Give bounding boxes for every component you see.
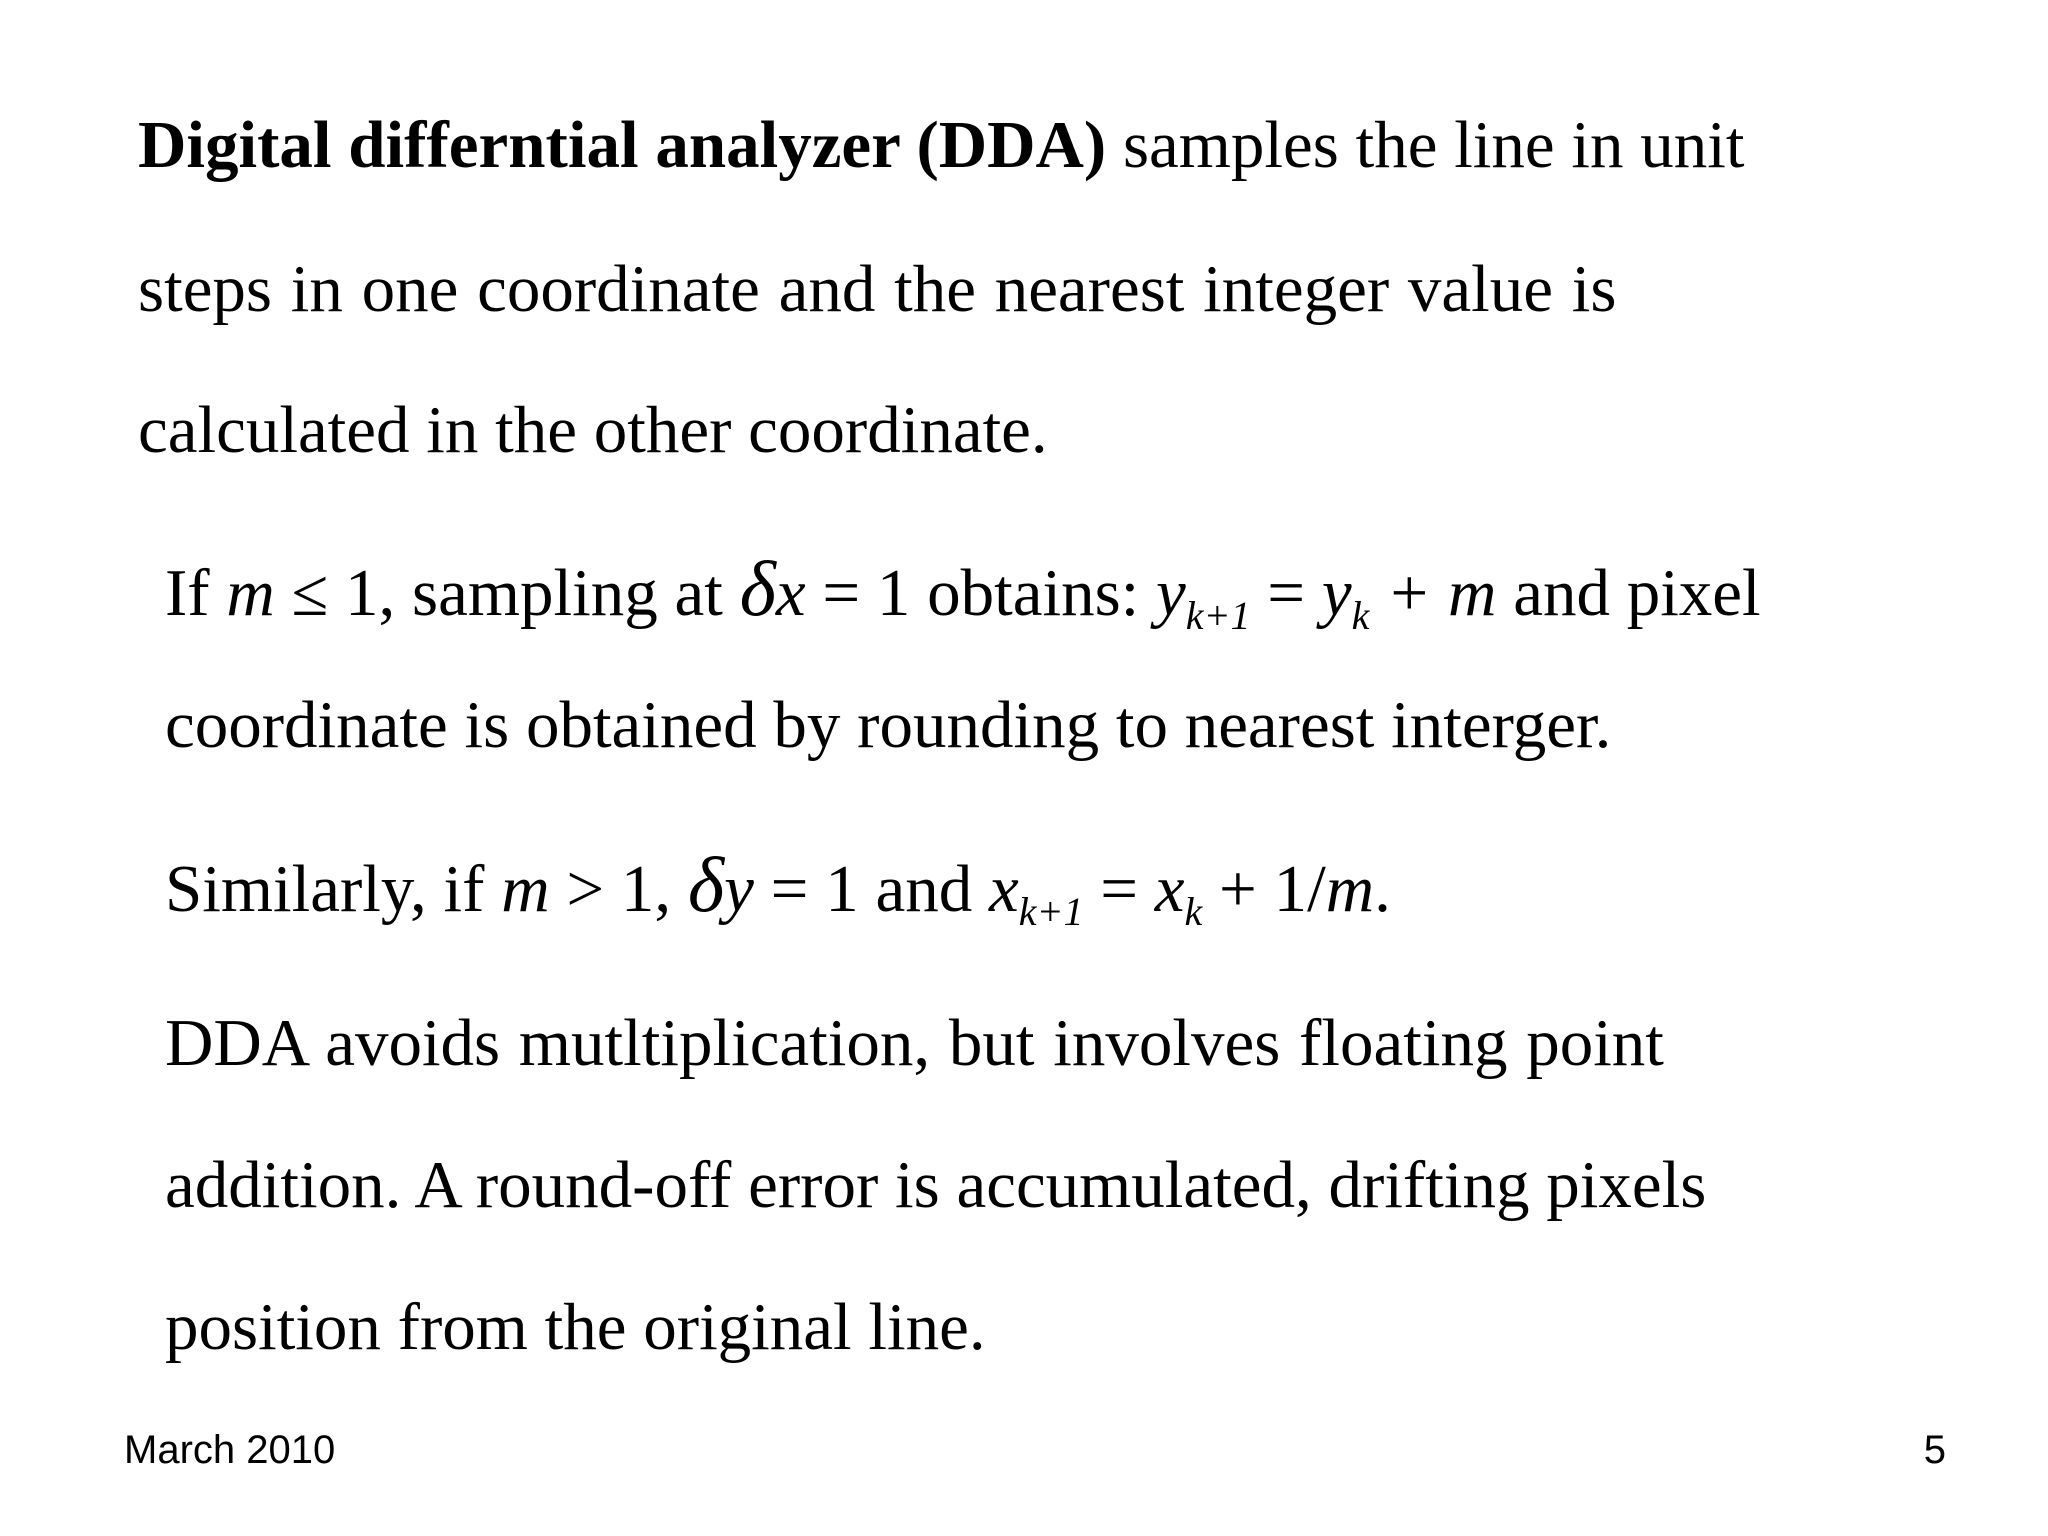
case2-line [165, 841, 1391, 934]
intro-line-1 [138, 108, 1745, 182]
case2-formula [988, 852, 1391, 934]
plus-m: + m [1369, 556, 1497, 630]
var-y: y [724, 852, 754, 926]
note-line-3: position from the original line. [165, 1290, 986, 1364]
var-m: m [1325, 852, 1375, 926]
sub-k: k [1184, 889, 1203, 934]
delta-symbol: δ [739, 545, 776, 632]
comma: , [654, 852, 688, 926]
gt-one: > 1 [549, 852, 655, 926]
delta-y-eq [687, 841, 859, 928]
case1-mid: , sampling at [378, 556, 740, 630]
page-number: 5 [1923, 1428, 1946, 1472]
case1-condition [226, 556, 378, 630]
equals-sign: = [1250, 556, 1322, 630]
intro-line-2: steps in one coordinate and the nearest integer value is [138, 252, 1617, 326]
plus-one-over: + 1/ [1202, 852, 1326, 926]
sub-k-plus-1: k+1 [1185, 593, 1251, 638]
var-m: m [501, 852, 550, 926]
var-m: m [226, 556, 275, 630]
delta-x-eq [739, 545, 911, 632]
var-y: y [1156, 556, 1186, 630]
intro-line-3: calculated in the other coordinate. [138, 393, 1048, 467]
var-y-k: y [1321, 556, 1352, 630]
eq-one: = 1 [805, 556, 911, 630]
case2-prefix: Similarly, if [165, 852, 502, 926]
dda-term: Digital differntial analyzer (DDA) [138, 108, 1107, 182]
var-x: x [988, 852, 1019, 926]
and-text: and [858, 852, 989, 926]
var-x-k: x [1154, 852, 1185, 926]
note-line-1: DDA avoids mutltiplication, but involves floating point [165, 1006, 1664, 1080]
delta-symbol: δ [687, 841, 725, 928]
intro-line-1-rest: samples the line in unit [1106, 108, 1745, 182]
sub-k: k [1351, 593, 1370, 638]
case1-line-1 [165, 545, 1761, 638]
obtains-text: obtains: [910, 556, 1157, 630]
note-line-2: addition. A round-off error is accumulated, drifting pixels [165, 1148, 1707, 1222]
sub-k-plus-1: k+1 [1018, 889, 1084, 934]
case1-prefix: If [165, 556, 227, 630]
case2-condition [501, 852, 654, 926]
footer-date: March 2010 [124, 1428, 336, 1472]
case1-suffix: and pixel [1496, 556, 1761, 630]
var-x: x [775, 556, 806, 630]
case1-formula [1156, 556, 1497, 638]
case1-line-2: coordinate is obtained by rounding to nearest interger. [165, 688, 1612, 762]
eq-one: = 1 [753, 852, 859, 926]
leq-one: ≤ 1 [274, 556, 379, 630]
equals-sign: = [1083, 852, 1155, 926]
period: . [1374, 852, 1391, 926]
